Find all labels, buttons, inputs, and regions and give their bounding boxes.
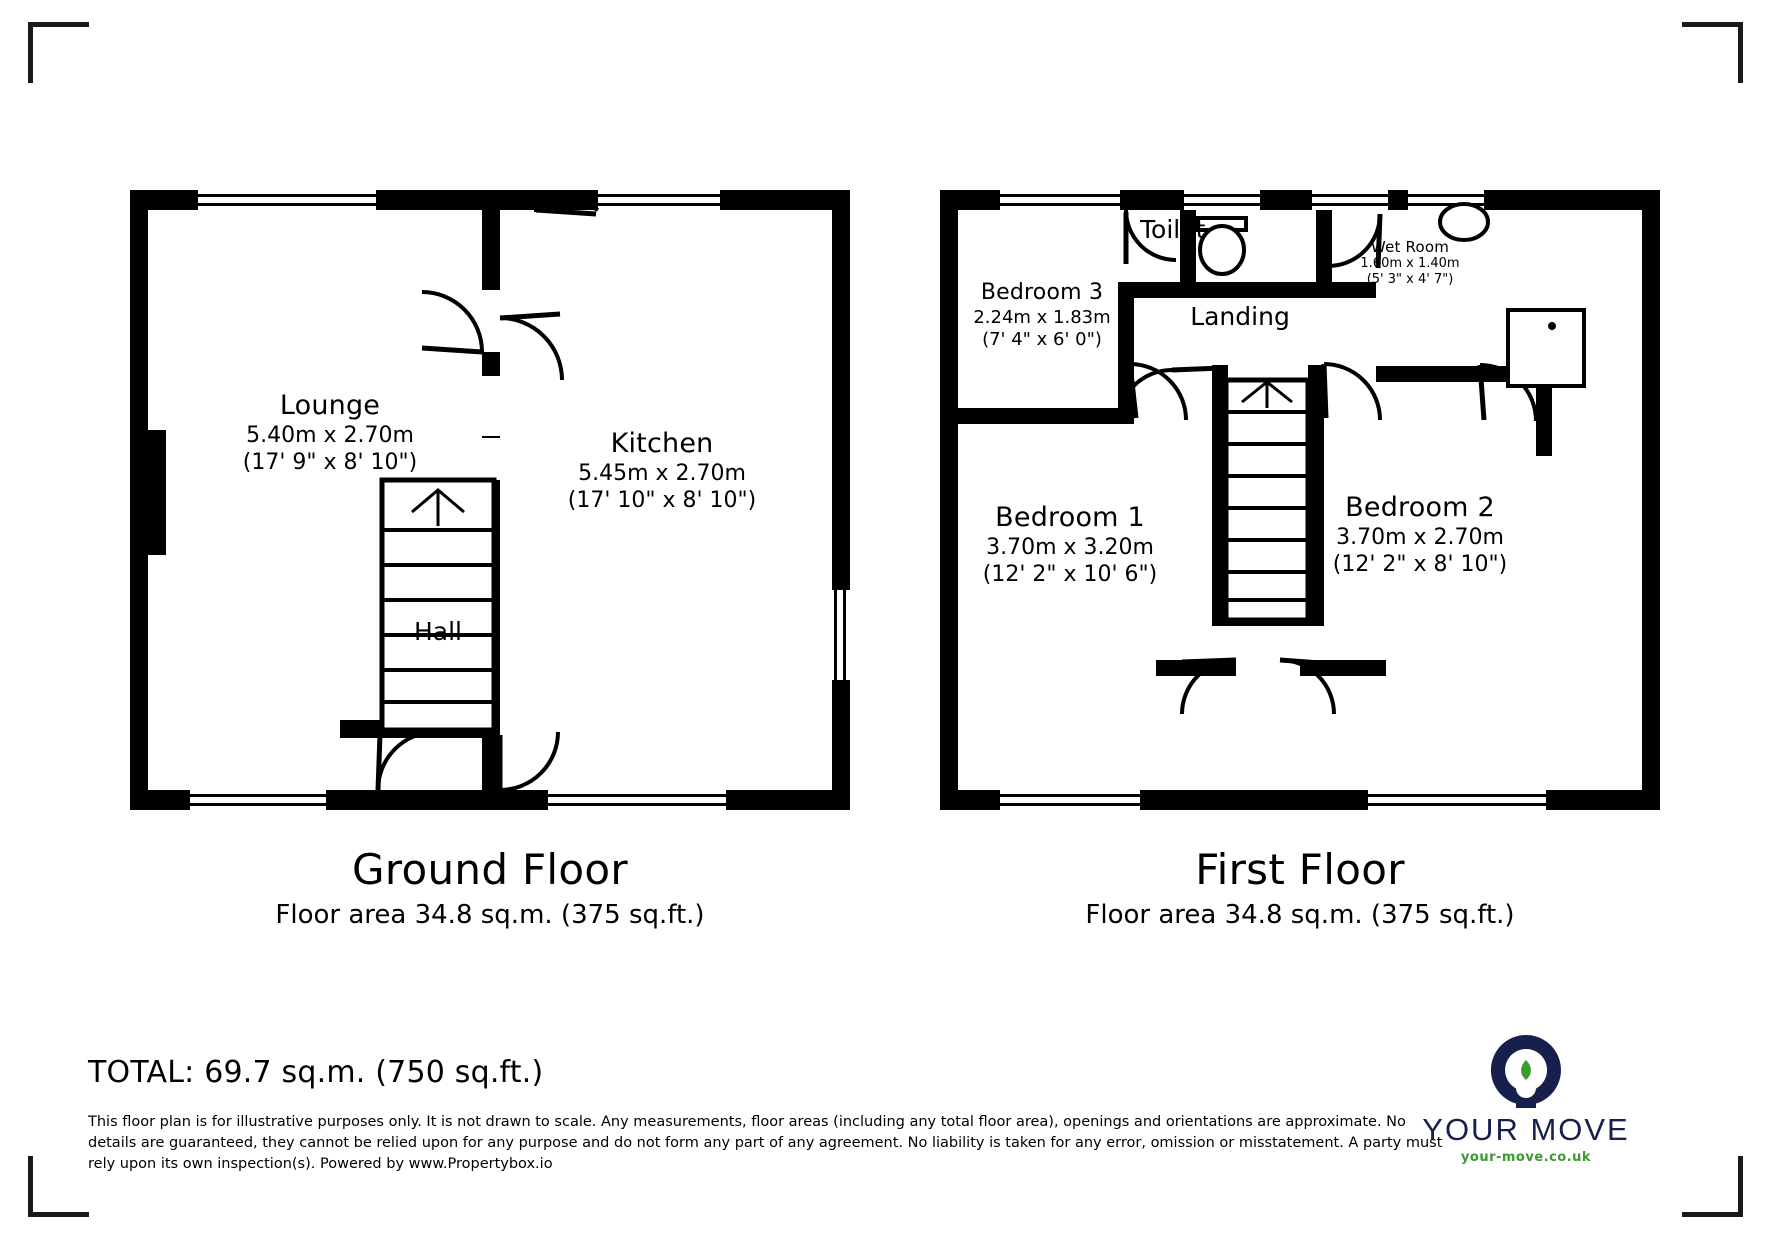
room-dim-imperial: (17' 9" x 8' 10") xyxy=(242,449,418,475)
brand-logo xyxy=(1376,1030,1676,1165)
room-dim-imperial: (7' 4" x 6' 0") xyxy=(982,328,1102,350)
room-dim-imperial: (5' 3" x 4' 7") xyxy=(1366,272,1454,288)
room-dim-metric: 1.60m x 1.40m xyxy=(1360,256,1460,272)
wetroom-fixtures xyxy=(1440,204,1584,386)
room-dim-metric: 3.70m x 3.20m xyxy=(986,534,1154,560)
floor-title: Ground Floor xyxy=(352,845,628,894)
room-name: Lounge xyxy=(279,390,381,421)
crop-mark-top-right xyxy=(1682,22,1743,83)
floor-area: Floor area 34.8 sq.m. (375 sq.ft.) xyxy=(1085,900,1515,930)
room-label-hall xyxy=(358,617,518,648)
total-area-label: TOTAL: 69.7 sq.m. (750 sq.ft.) xyxy=(88,1055,544,1090)
room-label-landing xyxy=(1100,302,1380,333)
your-move-logo-icon xyxy=(1486,1030,1566,1110)
room-label-lounge xyxy=(200,390,460,477)
chimney-breast xyxy=(130,430,166,555)
disclaimer-text: This floor plan is for illustrative purposes only. It is not drawn to scale. Any measurements, floor areas (including any total floor area), openings and orientations are approximate. No details are guaranteed, they cannot be relied upon for any purpose and do not form any part of any agreement. No liability is taken for any error, omission or misstatement. A party must rely upon its own inspection(s). Powered by www.Propertybox.io xyxy=(88,1114,1443,1173)
crop-mark-bottom-left xyxy=(28,1156,89,1217)
ground-floor-plan xyxy=(130,190,850,830)
room-name: Bedroom 3 xyxy=(980,280,1104,305)
room-label-bedroom-2 xyxy=(1270,492,1570,579)
room-name: Toilet xyxy=(1140,215,1206,244)
floor-title: First Floor xyxy=(1195,845,1405,894)
brand-url: your-move.co.uk xyxy=(1460,1150,1592,1165)
room-label-kitchen xyxy=(512,428,812,515)
floor-area: Floor area 34.8 sq.m. (375 sq.ft.) xyxy=(275,900,705,930)
room-name: Hall xyxy=(413,617,462,646)
crop-mark-top-left xyxy=(28,22,89,83)
room-dim-imperial: (17' 10" x 8' 10") xyxy=(567,487,757,513)
room-name: Bedroom 2 xyxy=(1345,492,1495,523)
room-dim-metric: 2.24m x 1.83m xyxy=(973,306,1111,328)
room-dim-metric: 5.45m x 2.70m xyxy=(578,460,746,486)
crop-mark-bottom-right xyxy=(1682,1156,1743,1217)
first-floor-plan xyxy=(940,190,1660,830)
room-dim-metric: 3.70m x 2.70m xyxy=(1336,524,1504,550)
room-label-wet-room xyxy=(1310,238,1510,288)
ground-floor-caption xyxy=(130,845,850,930)
brand-name: YOUR MOVE xyxy=(1422,1112,1630,1147)
room-name: Bedroom 1 xyxy=(995,502,1145,533)
ground-staircase xyxy=(382,480,494,730)
first-floor-caption xyxy=(940,845,1660,930)
room-name: Kitchen xyxy=(610,428,714,459)
room-label-toilet xyxy=(1140,215,1300,246)
room-dim-metric: 5.40m x 2.70m xyxy=(246,422,414,448)
room-name: Landing xyxy=(1190,302,1290,331)
room-label-bedroom-1 xyxy=(920,502,1220,589)
room-dim-imperial: (12' 2" x 10' 6") xyxy=(982,561,1158,587)
room-name: Wet Room xyxy=(1370,238,1450,256)
room-dim-imperial: (12' 2" x 8' 10") xyxy=(1332,551,1508,577)
